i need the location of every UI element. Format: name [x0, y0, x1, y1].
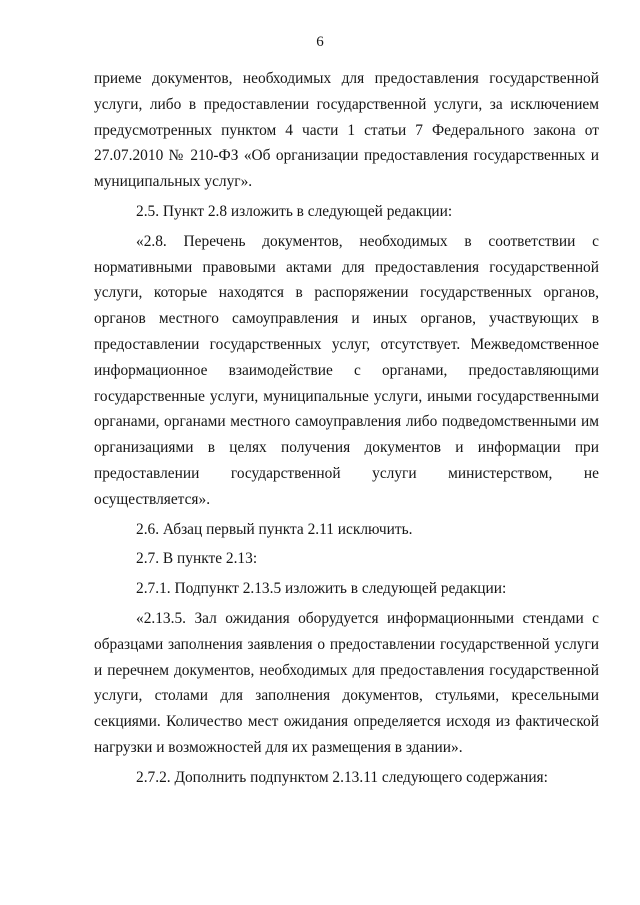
document-body: [94, 66, 599, 791]
paragraph-2-13-5-quote: «2.13.5. Зал ожидания оборудуется информационными стендами с образцами заполнения заявления о предоставлении государственной услуги и перечнем документов, необходимых для предоставления государственной услуги, столами для заполнения документов, стульями, кресельными секциями. Количество мест ожидания определяется исходя из фактической нагрузки и возможностей для их размещения в здании».: [94, 609, 599, 756]
paragraph-2-5: 2.5. Пункт 2.8 изложить в следующей редакции:: [136, 202, 453, 220]
paragraph-2-8-quote: «2.8. Перечень документов, необходимых в соответствии с нормативными правовыми актами для предоставления государственной услуги, которые находятся в распоряжении государственных органов, органов местного самоуправления и иных органов, участвующих в предоставлении государственных услуг, отсутствует. Межведомственное информационное взаимодействие с органами, предоставляющими государственные услуги, муниципальные услуги, иными государственными органами, органами местного самоуправления либо подведомственными им организациями в целях получения документов и информации при предоставлении государственной услуги министерством, не осуществляется».: [94, 232, 599, 508]
paragraph-continuation: приеме документов, необходимых для предоставления государственной услуги, либо в предоставлении государственной услуги, за исключением предусмотренных пунктом 4 части 1 статьи 7 Федерального закона от 27.07.2010 № 210-ФЗ «Об организации предоставления государственных и муниципальных услуг».: [94, 70, 599, 191]
paragraph-2-7: 2.7. В пункте 2.13:: [136, 550, 258, 568]
paragraph-2-7-2: 2.7.2. Дополнить подпунктом 2.13.11 следующего содержания:: [136, 768, 548, 786]
paragraph-2-6: 2.6. Абзац первый пункта 2.11 исключить.: [136, 520, 413, 538]
paragraph-2-7-1: 2.7.1. Подпункт 2.13.5 изложить в следующей редакции:: [136, 580, 507, 598]
page-number: 6: [316, 34, 324, 50]
